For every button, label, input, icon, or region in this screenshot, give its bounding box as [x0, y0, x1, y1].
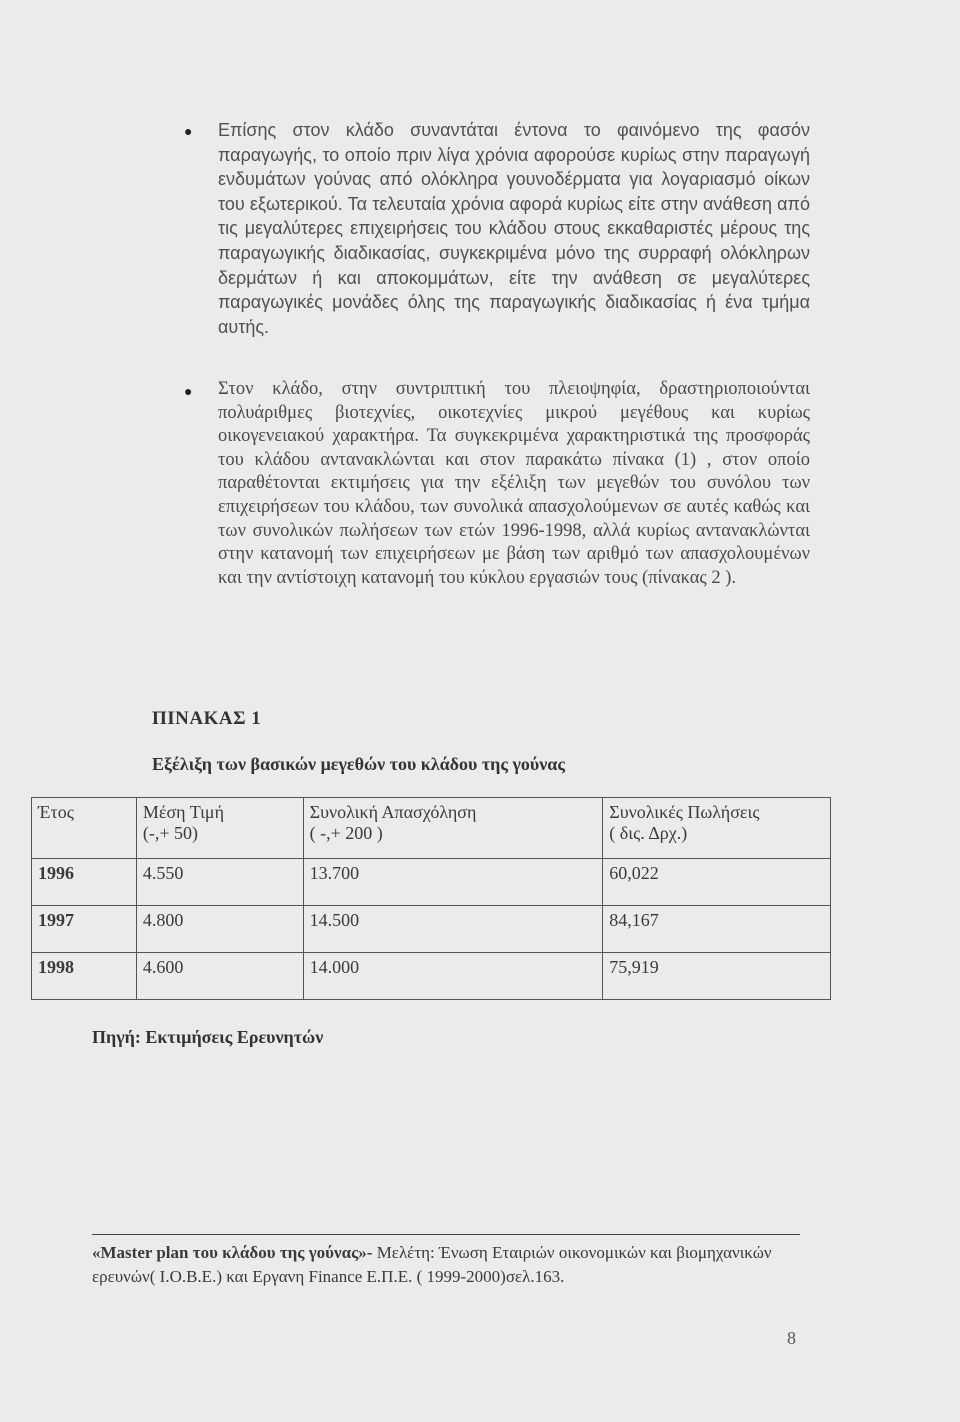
bullet-icon: ● [184, 383, 193, 399]
cell-avg-price: 4.600 [136, 953, 303, 1000]
footnote [92, 1241, 812, 1289]
table-row [32, 859, 831, 906]
header-year: Έτος [32, 798, 137, 859]
header-total-sales: Συνολικές Πωλήσεις ( δις. Δρχ.) [603, 798, 831, 859]
table-title: ΠΙΝΑΚΑΣ 1 [152, 708, 262, 729]
bullet-paragraph-2 [184, 378, 810, 590]
page-number: 8 [787, 1328, 796, 1348]
footnote-title: «Master plan του κλάδου της γούνας»- [92, 1243, 373, 1262]
cell-employment: 14.000 [303, 953, 603, 1000]
cell-sales: 75,919 [603, 953, 831, 1000]
stats-table [31, 797, 831, 1000]
bullet-paragraph-1 [184, 118, 810, 339]
table-header-row [32, 798, 831, 859]
cell-year: 1996 [32, 859, 137, 906]
table-subtitle: Εξέλιξη των βασικών μεγεθών του κλάδου της γούνας [152, 754, 565, 774]
cell-year: 1998 [32, 953, 137, 1000]
cell-employment: 14.500 [303, 906, 603, 953]
header-avg-price: Μέση Τιμή (-,+ 50) [136, 798, 303, 859]
header-total-employment: Συνολική Απασχόληση ( -,+ 200 ) [303, 798, 603, 859]
cell-avg-price: 4.550 [136, 859, 303, 906]
table-row [32, 953, 831, 1000]
cell-sales: 60,022 [603, 859, 831, 906]
table-row [32, 906, 831, 953]
cell-employment: 13.700 [303, 859, 603, 906]
footnote-divider [92, 1234, 800, 1235]
footnote-text: Μελέτη: Ένωση Εταιριών οικονομικών και βιομηχανικών ερευνών( Ι.Ο.Β.Ε.) και Εργανη Finance Ε.Π.Ε. ( 1999-2000)σελ.163. [92, 1243, 772, 1286]
paragraph-text: Επίσης στον κλάδο συναντάται έντονα το φαινόμενο της φασόν παραγωγής, το οποίο πριν λίγα χρόνια αφορούσε κυρίως στην παραγωγή ενδυμάτων γούνας από ολόκληρα γουνοδέρματα για λογαριασμό οίκων του εξωτερικού. Τα τελευταία χρόνια αφορά κυρίως είτε στην ανάθεση από τις μεγαλύτερες επιχειρήσεις του κλάδου στους εκκαθαριστές μέρους της παραγωγικής διαδικασίας, συγκεκριμένα μόνο της συρραφή ολόκληρων δερμάτων ή και αποκομμάτων, είτε την ανάθεση σε μεγαλύτερες παραγωγικές μονάδες όλης της παραγωγικής διαδικασίας ή ένα τμήμα αυτής. [218, 120, 810, 337]
bullet-icon: ● [184, 123, 193, 139]
paragraph-text: Στον κλάδο, στην συντριπτική του πλειοψηφία, δραστηριοποιούνται πολυάριθμες βιοτεχνίες, οικοτεχνίες μικρού μεγέθους και κυρίως οικογενειακού χαρακτήρα. Τα συγκεκριμένα χαρακτηριστικά της προσφοράς του κλάδου αντανακλώνται και στον παρακάτω πίνακα (1) , στον οποίο παραθέτονται εκτιμήσεις για την εξέλιξη των μεγεθών του συνόλου των επιχειρήσεων του κλάδου, των συνολικά απασχολούμενων σε αυτές καθώς και των συνολικών πωλήσεων των ετών 1996-1998, αλλά κυρίως αντανακλώνται στην κατανομή των επιχειρήσεων με βάση των αριθμό των απασχολουμένων και την αντίστοιχη κατανομή του κύκλου εργασιών τους (πίνακας 2 ). [218, 379, 810, 588]
cell-year: 1997 [32, 906, 137, 953]
cell-sales: 84,167 [603, 906, 831, 953]
table-source: Πηγή: Εκτιμήσεις Ερευνητών [92, 1027, 324, 1047]
cell-avg-price: 4.800 [136, 906, 303, 953]
